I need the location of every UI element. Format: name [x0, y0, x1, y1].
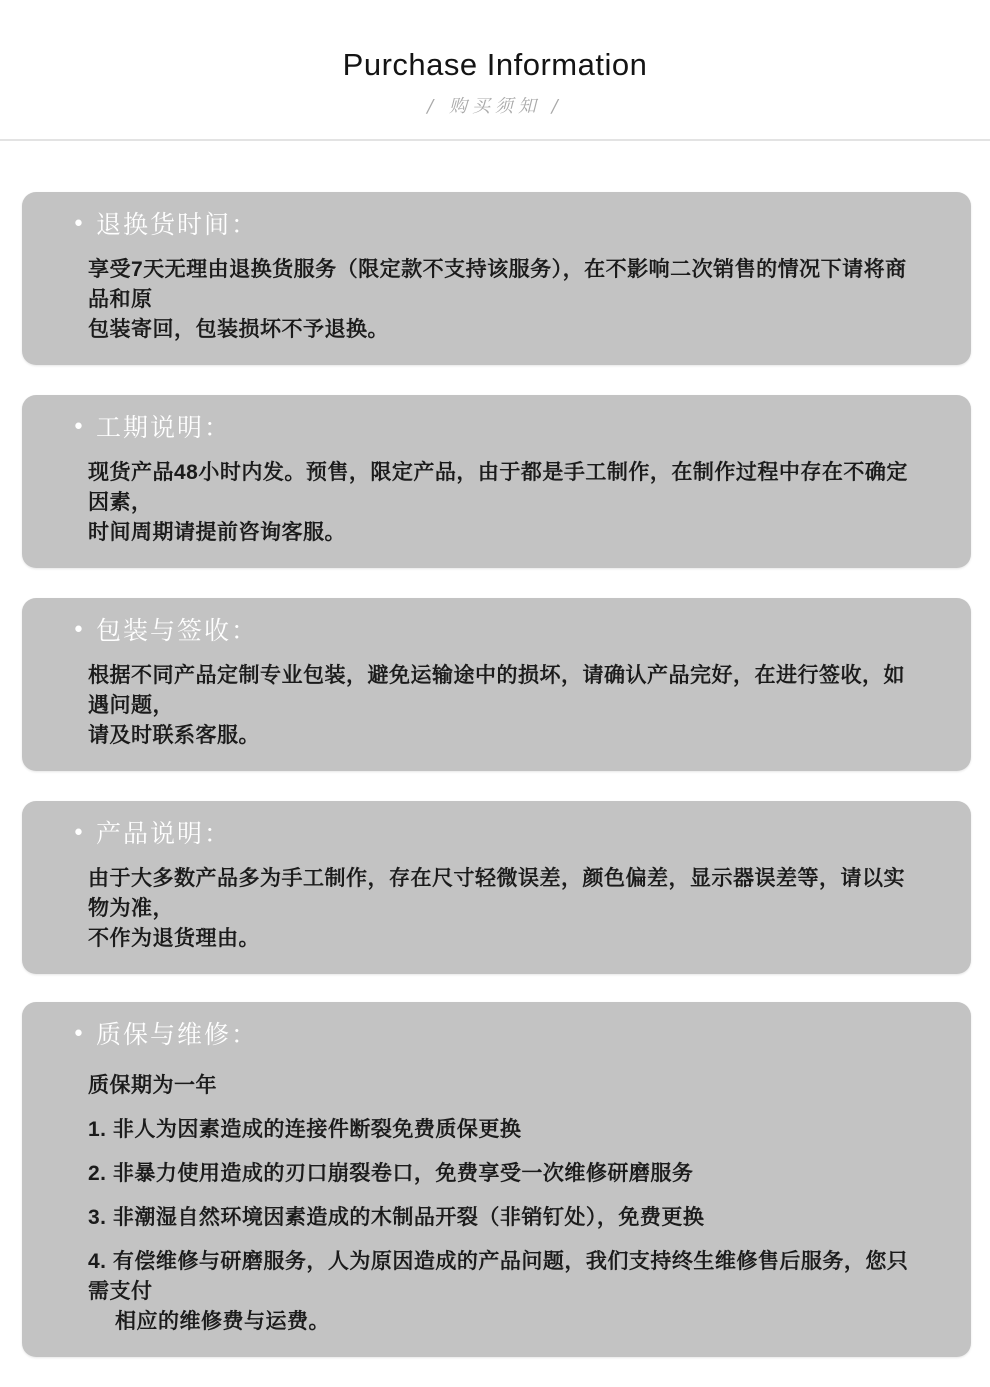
body-line: 现货产品48小时内发。预售，限定产品，由于都是手工制作，在制作过程中存在不确定因素，: [88, 461, 908, 514]
page-header: [0, 0, 990, 119]
warranty-item: 4. 有偿维修与研磨服务，人为原因造成的产品问题，我们支持终生维修售后服务，您只需支付: [88, 1250, 909, 1303]
card-warranty-repair: [22, 1002, 971, 1357]
body-line: 时间周期请提前咨询客服。: [88, 521, 346, 544]
body-line: 包装寄回，包装损坏不予退换。: [88, 318, 389, 341]
warranty-item: 2. 非暴力使用造成的刃口崩裂卷口，免费享受一次维修研磨服务: [88, 1162, 694, 1185]
card-warranty-repair-body: [88, 1071, 911, 1337]
card-title-text: 工期说明：: [95, 413, 231, 442]
warranty-item: 3. 非潮湿自然环境因素造成的木制品开裂（非销钉处），免费更换: [88, 1206, 705, 1229]
card-return-policy-body: [88, 255, 911, 345]
warranty-item-wrap: 相应的维修费与运费。: [115, 1310, 330, 1333]
card-packaging-receipt-body: [88, 661, 911, 751]
card-title-text: 产品说明：: [95, 819, 231, 848]
card-title-text: 包装与签收：: [95, 616, 258, 645]
warranty-intro: 质保期为一年: [88, 1074, 217, 1097]
bullet-icon: •: [72, 212, 87, 237]
bullet-icon: •: [72, 1022, 87, 1047]
body-line: 根据不同产品定制专业包装，避免运输途中的损坏，请确认产品完好，在进行签收，如遇问题，: [88, 664, 905, 717]
card-packaging-receipt-title: [72, 613, 911, 649]
card-title-text: 质保与维修：: [95, 1020, 258, 1049]
card-product-notes-body: [88, 864, 911, 954]
bullet-icon: •: [72, 415, 87, 440]
header-divider: [0, 139, 990, 141]
card-product-notes-title: [72, 816, 911, 852]
body-line: 不作为退货理由。: [88, 927, 260, 950]
page-title: Purchase Information: [342, 47, 648, 82]
body-line: 请及时联系客服。: [88, 724, 260, 747]
body-line: 由于大多数产品多为手工制作，存在尺寸轻微误差，颜色偏差，显示器误差等，请以实物为准，: [88, 867, 905, 920]
card-packaging-receipt: [22, 598, 971, 771]
card-product-notes: [22, 801, 971, 974]
bullet-icon: •: [72, 821, 87, 846]
card-production-time: [22, 395, 971, 568]
page-subtitle: / 购买须知 /: [427, 96, 563, 117]
card-title-text: 退换货时间：: [95, 210, 258, 239]
card-return-policy: [22, 192, 971, 365]
info-cards: [0, 149, 990, 1357]
card-production-time-title: [72, 410, 911, 446]
card-production-time-body: [88, 458, 911, 548]
warranty-item: 1. 非人为因素造成的连接件断裂免费质保更换: [88, 1118, 522, 1141]
card-warranty-repair-title: [72, 1017, 911, 1053]
body-line: 享受7天无理由退换货服务（限定款不支持该服务），在不影响二次销售的情况下请将商品和原: [88, 258, 907, 311]
card-return-policy-title: [72, 207, 911, 243]
bullet-icon: •: [72, 618, 87, 643]
